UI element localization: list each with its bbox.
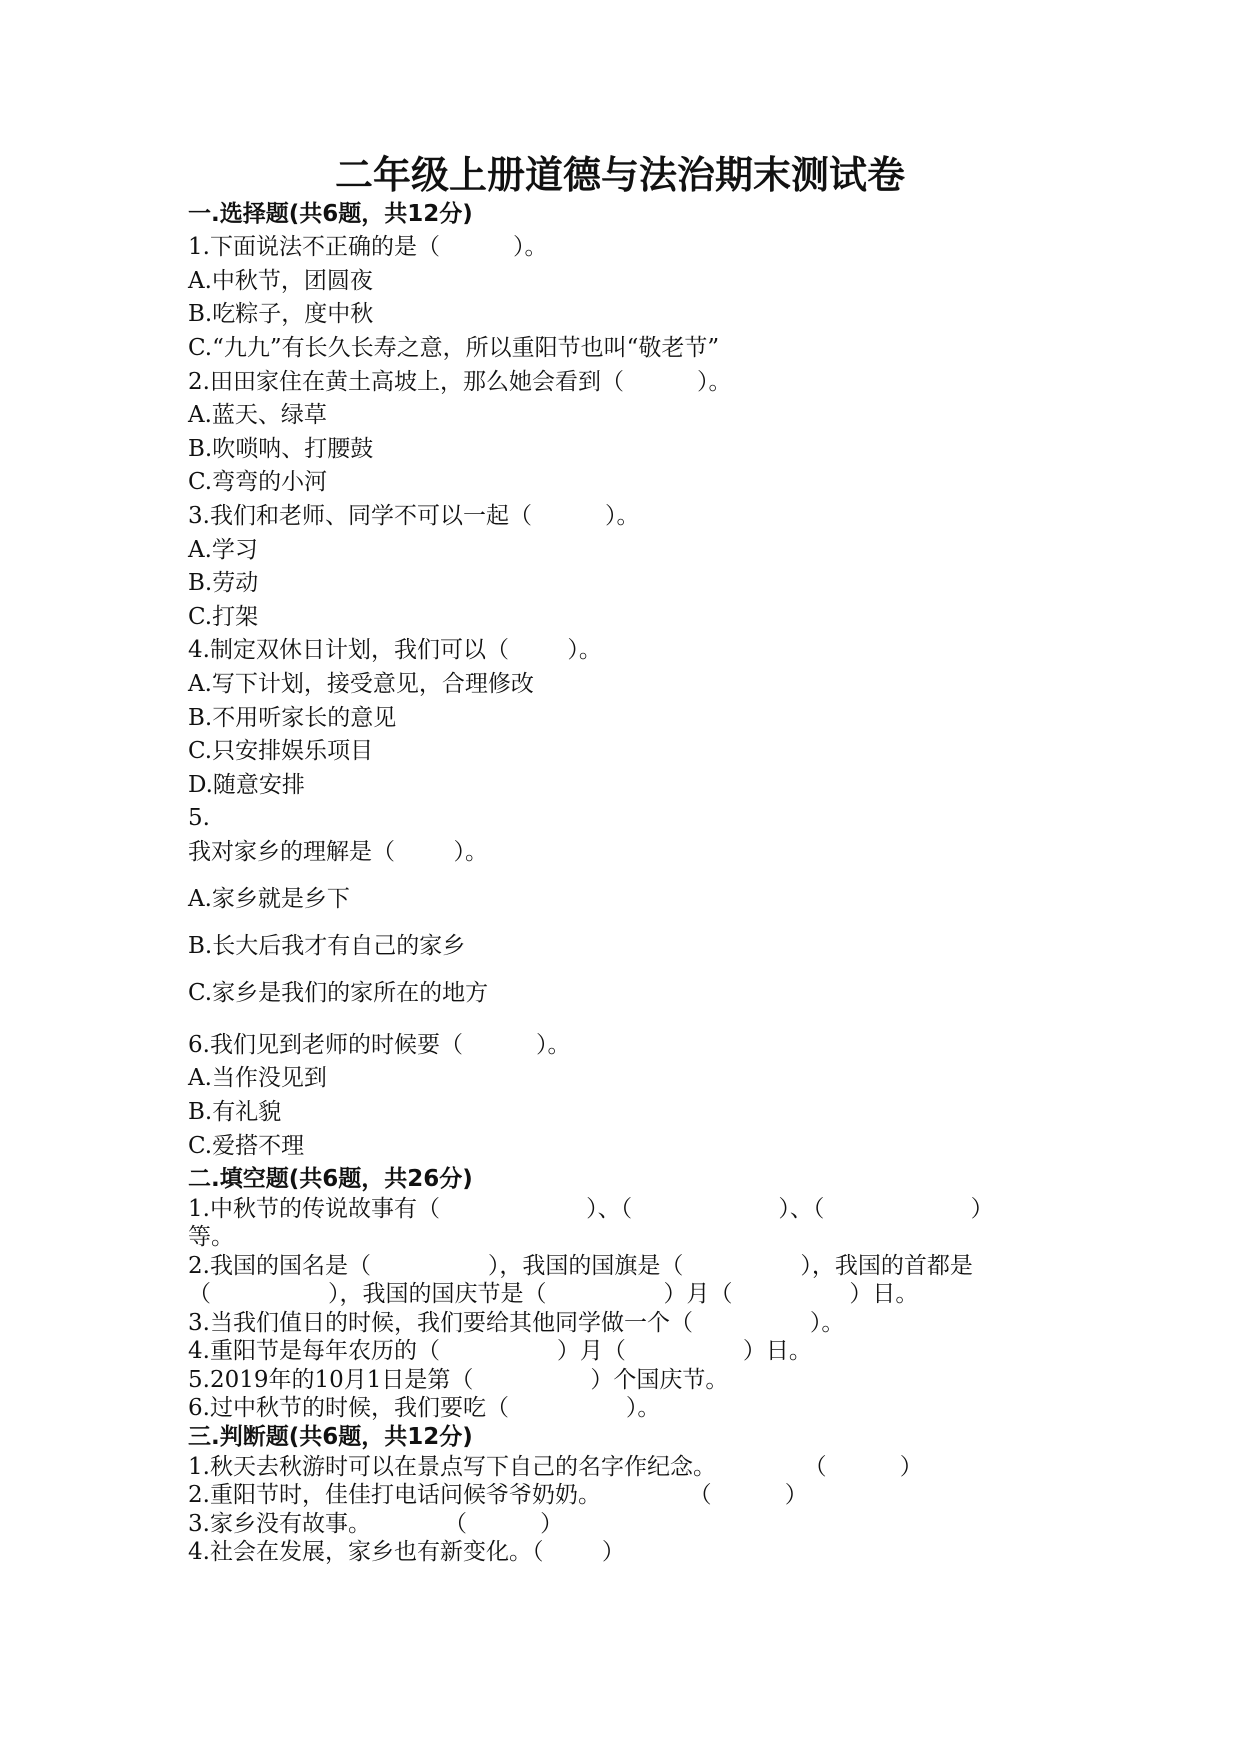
option-line: C.“九九”有长久长寿之意，所以重阳节也叫“敬老节” [188, 335, 720, 361]
option-line: A.蓝天、绿草 [188, 402, 327, 428]
option-line: B.吃粽子，度中秋 [188, 301, 374, 327]
option-line: B.吹唢呐、打腰鼓 [188, 436, 374, 462]
section-heading-choice: 一.选择题(共6题，共12分) [188, 201, 473, 227]
question-line: 3.当我们值日的时候，我们要给其他同学做一个（ ）。 [188, 1310, 845, 1336]
option-line: C.打架 [188, 604, 259, 630]
option-line: B.长大后我才有自己的家乡 [188, 933, 466, 959]
option-line: A.家乡就是乡下 [188, 886, 350, 912]
option-line: D.随意安排 [188, 772, 305, 798]
question-line: 5.2019年的10月1日是第（ ）个国庆节。 [188, 1367, 729, 1393]
option-line: A.学习 [188, 537, 258, 563]
question-line: （ ），我国的国庆节是（ ）月（ ）日。 [188, 1281, 919, 1307]
question-line: 6.我们见到老师的时候要（ ）。 [188, 1032, 571, 1058]
option-line: B.劳动 [188, 570, 259, 596]
question-line: 3.我们和老师、同学不可以一起（ ）。 [188, 503, 640, 529]
section-heading-judge: 三.判断题(共6题，共12分) [188, 1424, 473, 1450]
page-title: 二年级上册道德与法治期末测试卷 [334, 152, 905, 197]
question-line: 1.中秋节的传说故事有（ ）、（ ）、（ ） [188, 1196, 994, 1222]
option-line: A.中秋节，团圆夜 [188, 268, 373, 294]
option-line: A.当作没见到 [188, 1065, 327, 1091]
option-line: B.有礼貌 [188, 1099, 282, 1125]
question-line: 3.家乡没有故事。 （ ） [188, 1511, 564, 1537]
question-line: 我对家乡的理解是（ ）。 [188, 839, 488, 865]
option-line: C.家乡是我们的家所在的地方 [188, 980, 489, 1006]
question-line: 2.田田家住在黄土高坡上，那么她会看到（ ）。 [188, 369, 732, 395]
question-line: 1.下面说法不正确的是（ ）。 [188, 234, 548, 260]
question-line: 1.秋天去秋游时可以在景点写下自己的名字作纪念。 （ ） [188, 1454, 923, 1480]
option-line: C.弯弯的小河 [188, 469, 328, 495]
question-line: 4.重阳节是每年农历的（ ）月（ ）日。 [188, 1338, 812, 1364]
question-line: 等。 [188, 1224, 234, 1250]
option-line: B.不用听家长的意见 [188, 705, 397, 731]
option-line: C.只安排娱乐项目 [188, 738, 374, 764]
question-line: 4.社会在发展，家乡也有新变化。（ ） [188, 1539, 625, 1565]
question-line: 6.过中秋节的时候，我们要吃（ ）。 [188, 1395, 661, 1421]
question-line: 4.制定双休日计划，我们可以（ ）。 [188, 637, 602, 663]
option-line: C.爱搭不理 [188, 1133, 305, 1159]
section-heading-fill: 二.填空题(共6题，共26分) [188, 1166, 473, 1192]
question-line: 2.我国的国名是（ ），我国的国旗是（ ），我国的首都是 [188, 1253, 973, 1279]
question-line: 2.重阳节时，佳佳打电话问候爷爷奶奶。 （ ） [188, 1482, 808, 1508]
question-number: 5. [188, 805, 210, 831]
option-line: A.写下计划，接受意见，合理修改 [188, 671, 534, 697]
